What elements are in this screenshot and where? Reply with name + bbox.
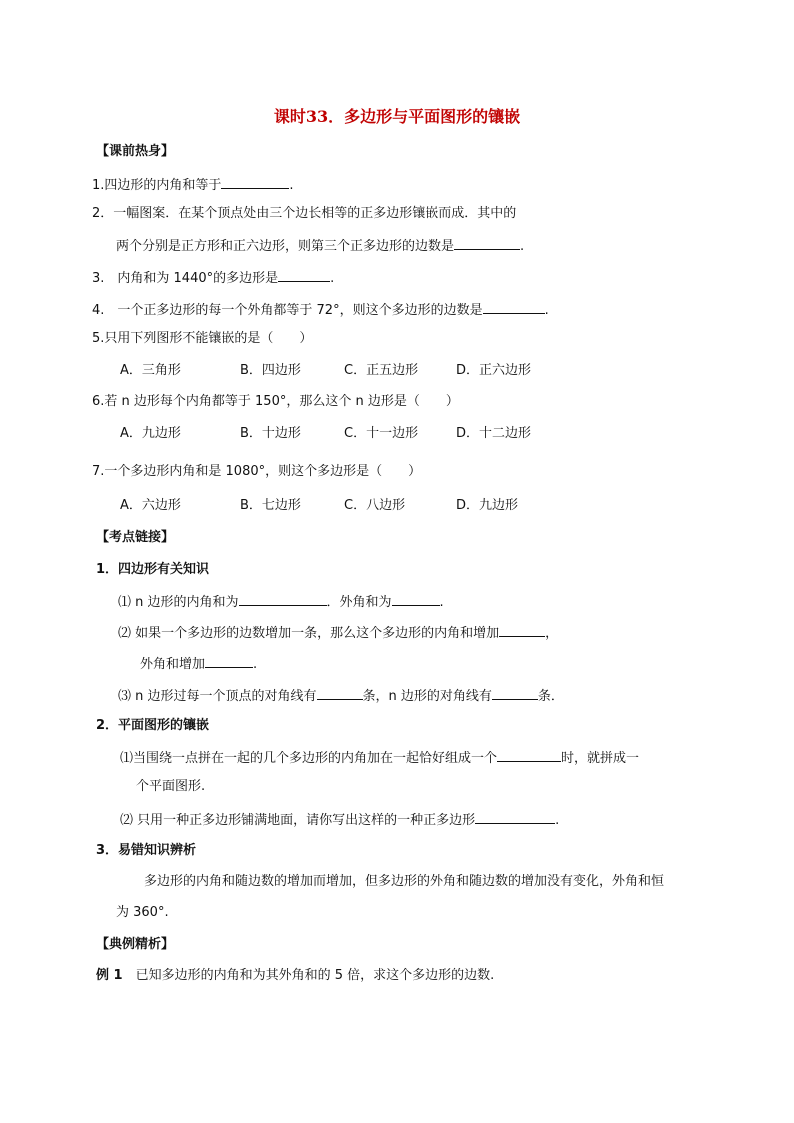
question-2-line2: 两个分别是正方形和正六边形，则第三个正多边形的边数是 . <box>116 236 524 256</box>
answer-blank <box>499 623 545 637</box>
question-1-text: 1.四边形的内角和等于 <box>92 178 222 193</box>
question-6-option-b: B．十边形 <box>240 426 301 441</box>
question-7-stem: 7.一个多边形内角和是 1080°，则这个多边形是（ ） <box>92 464 422 479</box>
answer-blank <box>492 686 538 700</box>
question-1: 1.四边形的内角和等于 . <box>92 175 294 195</box>
common-errors-line1: 多边形的内角和随边数的增加而增加，但多边形的外角和随边数的增加没有变化，外角和恒 <box>144 874 665 889</box>
question-3: 3. 内角和为 1440°的多边形是 . <box>92 268 334 288</box>
answer-blank <box>278 268 330 282</box>
example-label: 例 1 <box>96 968 123 983</box>
example-text: 已知多边形的内角和为其外角和的 5 倍，求这个多边形的边数. <box>135 968 495 983</box>
link-point-2-line2: 外角和增加 . <box>140 654 257 674</box>
example-1 <box>96 967 494 985</box>
answer-blank <box>239 592 327 606</box>
question-2-line1: 2．一幅图案．在某个顶点处由三个边长相等的正多边形镶嵌而成．其中的 <box>92 206 517 221</box>
question-6-option-a: A．九边形 <box>120 426 181 441</box>
answer-blank <box>317 686 363 700</box>
answer-blank <box>483 300 545 314</box>
question-7-option-c: C．八边形 <box>344 498 406 513</box>
section-heading-warmup: 【课前热身】 <box>96 144 175 159</box>
section-heading-examples: 【典例精析】 <box>96 937 175 952</box>
question-7-option-b: B．七边形 <box>240 498 301 513</box>
answer-blank <box>221 175 289 189</box>
link-point-2-line1: ⑵ 如果一个多边形的边数增加一条，那么这个多边形的内角和增加 ， <box>118 623 558 643</box>
question-4: 4. 一个正多边形的每一个外角都等于 72°，则这个多边形的边数是 . <box>92 300 549 320</box>
answer-blank <box>475 810 555 824</box>
link-point-5: ⑵ 只用一种正多边形铺满地面，请你写出这样的一种正多边形 . <box>120 810 559 830</box>
subheading-common-errors: 3．易错知识辨析 <box>96 843 197 858</box>
question-5-option-c: C．正五边形 <box>344 363 419 378</box>
question-6-option-c: C．十一边形 <box>344 426 419 441</box>
link-point-4-line2: 个平面图形. <box>136 779 206 794</box>
subheading-tessellation: 2．平面图形的镶嵌 <box>96 718 210 733</box>
answer-blank <box>392 592 440 606</box>
answer-blank <box>497 748 561 762</box>
question-7-option-d: D．九边形 <box>456 498 519 513</box>
link-point-3: ⑶ n 边形过每一个顶点的对角线有 条，n 边形的对角线有 条． <box>118 686 564 706</box>
question-5-option-d: D．正六边形 <box>456 363 532 378</box>
question-6-stem: 6.若 n 边形每个内角都等于 150°，那么这个 n 边形是（ ） <box>92 394 459 409</box>
question-7-option-a: A．六边形 <box>120 498 181 513</box>
question-5-stem: 5.只用下列图形不能镶嵌的是（ ） <box>92 331 313 346</box>
question-5-option-b: B．四边形 <box>240 363 301 378</box>
link-point-4-line1: ⑴当围绕一点拼在一起的几个多边形的内角加在一起恰好组成一个 时，就拼成一 <box>120 748 639 768</box>
answer-blank <box>205 654 253 668</box>
page-title: 课时33．多边形与平面图形的镶嵌 <box>273 107 521 126</box>
question-5-option-a: A．三角形 <box>120 363 181 378</box>
common-errors-line2: 为 360°. <box>116 905 169 920</box>
answer-blank <box>454 236 520 250</box>
link-point-1: ⑴ n 边形的内角和为 ．外角和为 . <box>118 592 444 612</box>
subheading-quadrilateral: 1．四边形有关知识 <box>96 562 210 577</box>
question-6-option-d: D．十二边形 <box>456 426 532 441</box>
section-heading-links: 【考点链接】 <box>96 530 175 545</box>
